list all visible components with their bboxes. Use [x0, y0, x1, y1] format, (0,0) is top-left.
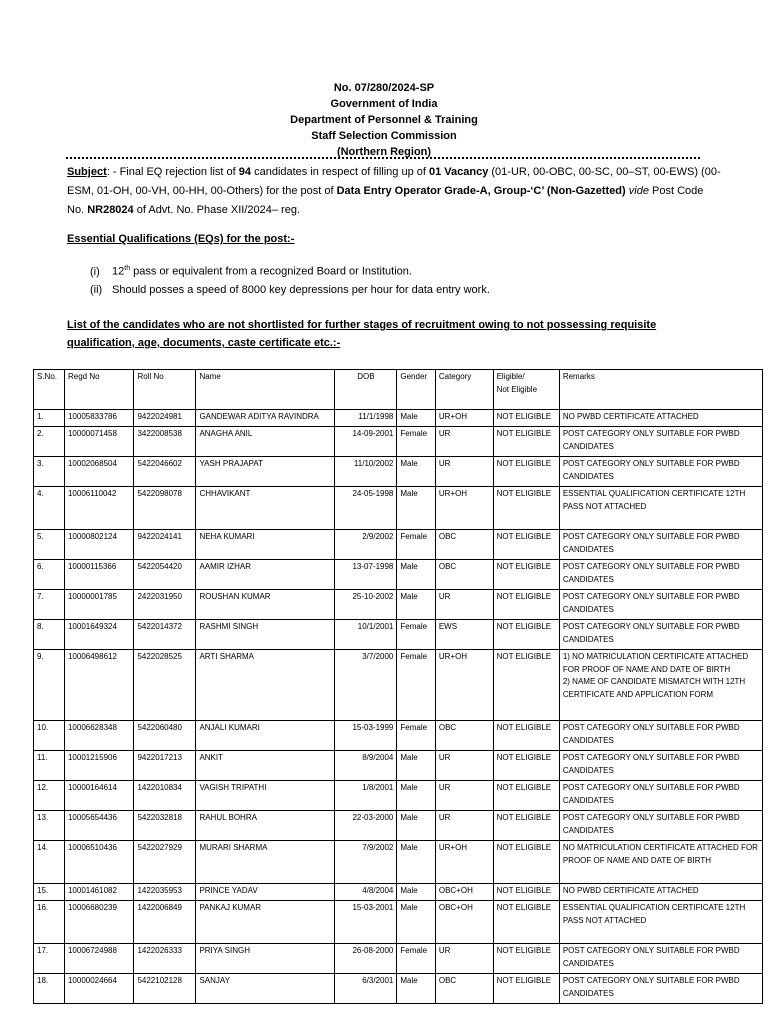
col-header-name: Name — [196, 370, 335, 410]
cell-remarks: ESSENTIAL QUALIFICATION CERTIFICATE 12TH PASS NOT ATTACHED — [559, 487, 762, 530]
cell-regd-no: 10005654436 — [64, 811, 133, 841]
cell-roll-no: 3422008538 — [134, 427, 196, 457]
subject-label: Subject — [67, 166, 107, 178]
cell-sno: 1. — [34, 410, 65, 427]
subject-text-3: (01-UR, 00-OBC, 00-SC, 00–ST, 00-EWS) (00-ESM, 01-OH, 00-VH, 00-HH, 00-Others) for the post of — [67, 166, 721, 197]
cell-category: UR+OH — [435, 650, 493, 721]
cell-remarks: POST CATEGORY ONLY SUITABLE FOR PWBD CANDIDATES — [559, 781, 762, 811]
table-row — [34, 841, 763, 884]
cell-remarks: POST CATEGORY ONLY SUITABLE FOR PWBD CANDIDATES — [559, 620, 762, 650]
table-body — [34, 410, 763, 1004]
cell-name: RASHMI SINGH — [196, 620, 335, 650]
cell-sno: 15. — [34, 884, 65, 901]
cell-eligibility: NOT ELIGIBLE — [493, 650, 559, 721]
cell-dob: 24-05-1998 — [335, 487, 397, 530]
cell-eligibility: NOT ELIGIBLE — [493, 884, 559, 901]
cell-eligibility: NOT ELIGIBLE — [493, 811, 559, 841]
cell-dob: 15-03-2001 — [335, 901, 397, 944]
cell-remarks: POST CATEGORY ONLY SUITABLE FOR PWBD CANDIDATES — [559, 590, 762, 620]
cell-name: YASH PRAJAPAT — [196, 457, 335, 487]
cell-dob: 11/1/1998 — [335, 410, 397, 427]
cell-roll-no: 1422010834 — [134, 781, 196, 811]
cell-eligibility: NOT ELIGIBLE — [493, 427, 559, 457]
cell-category: UR+OH — [435, 841, 493, 884]
subject-text-4: Post Code No. — [67, 185, 704, 216]
cell-eligibility: NOT ELIGIBLE — [493, 751, 559, 781]
cell-sno: 6. — [34, 560, 65, 590]
cell-gender: Male — [397, 901, 435, 944]
cell-gender: Male — [397, 781, 435, 811]
eq-item-text: 12 — [112, 265, 125, 278]
cell-gender: Male — [397, 487, 435, 530]
eq-heading: Essential Qualifications (EQs) for the post:- — [67, 233, 295, 245]
cell-eligibility: NOT ELIGIBLE — [493, 620, 559, 650]
cell-roll-no: 5422060480 — [134, 721, 196, 751]
cell-regd-no: 10006510436 — [64, 841, 133, 884]
cell-roll-no: 1422006849 — [134, 901, 196, 944]
cell-gender: Female — [397, 530, 435, 560]
cell-roll-no: 5422014372 — [134, 620, 196, 650]
cell-regd-no: 10006110042 — [64, 487, 133, 530]
col-header-category: Category — [435, 370, 493, 410]
table-row — [34, 944, 763, 974]
cell-gender: Male — [397, 590, 435, 620]
cell-roll-no: 5422028525 — [134, 650, 196, 721]
cell-sno: 2. — [34, 427, 65, 457]
cell-dob: 26-08-2000 — [335, 944, 397, 974]
cell-sno: 12. — [34, 781, 65, 811]
department-name: Department of Personnel & Training — [290, 114, 478, 126]
cell-category: OBC — [435, 721, 493, 751]
cell-remarks: POST CATEGORY ONLY SUITABLE FOR PWBD CANDIDATES — [559, 944, 762, 974]
cell-roll-no: 1422035953 — [134, 884, 196, 901]
eq-item-text: Should posses a speed of 8000 key depressions per hour for data entry work. — [112, 283, 490, 296]
subject-text-1: : - Final EQ rejection list of — [106, 166, 239, 178]
cell-category: UR — [435, 944, 493, 974]
cell-eligibility: NOT ELIGIBLE — [493, 457, 559, 487]
cell-dob: 22-03-2000 — [335, 811, 397, 841]
cell-dob: 6/3/2001 — [335, 974, 397, 1004]
cell-sno: 4. — [34, 487, 65, 530]
region-name: (Northern Region) — [336, 146, 432, 158]
cell-regd-no: 10001649324 — [64, 620, 133, 650]
cell-gender: Female — [397, 427, 435, 457]
cell-remarks: POST CATEGORY ONLY SUITABLE FOR PWBD CANDIDATES — [559, 530, 762, 560]
table-row — [34, 590, 763, 620]
cell-sno: 18. — [34, 974, 65, 1004]
cell-gender: Male — [397, 811, 435, 841]
cell-roll-no: 5422102128 — [134, 974, 196, 1004]
cell-gender: Female — [397, 650, 435, 721]
cell-remarks: POST CATEGORY ONLY SUITABLE FOR PWBD CANDIDATES — [559, 560, 762, 590]
cell-gender: Male — [397, 410, 435, 427]
dotted-divider — [66, 157, 700, 159]
cell-dob: 1/8/2001 — [335, 781, 397, 811]
subject-text-5: of Advt. No. Phase XII/2024– reg. — [133, 204, 300, 216]
cell-name: PRIYA SINGH — [196, 944, 335, 974]
cell-roll-no: 1422026333 — [134, 944, 196, 974]
cell-sno: 10. — [34, 721, 65, 751]
cell-eligibility: NOT ELIGIBLE — [493, 721, 559, 751]
table-row — [34, 974, 763, 1004]
cell-name: ARTI SHARMA — [196, 650, 335, 721]
table-row — [34, 884, 763, 901]
cell-sno: 3. — [34, 457, 65, 487]
table-row — [34, 487, 763, 530]
cell-sno: 14. — [34, 841, 65, 884]
commission-name: Staff Selection Commission — [311, 130, 457, 142]
cell-dob: 15-03-1999 — [335, 721, 397, 751]
cell-dob: 8/9/2004 — [335, 751, 397, 781]
table-row — [34, 781, 763, 811]
cell-remarks: POST CATEGORY ONLY SUITABLE FOR PWBD CANDIDATES — [559, 721, 762, 751]
cell-remarks: 1) NO MATRICULATION CERTIFICATE ATTACHED FOR PROOF OF NAME AND DATE OF BIRTH 2) NAME OF CANDIDATE MISMATCH WITH 12TH CERTIFICATE AND APPLICATION FORM — [559, 650, 762, 721]
cell-category: OBC+OH — [435, 901, 493, 944]
cell-name: GANDEWAR ADITYA RAVINDRA — [196, 410, 335, 427]
cell-remarks: NO MATRICULATION CERTIFICATE ATTACHED FOR PROOF OF NAME AND DATE OF BIRTH — [559, 841, 762, 884]
cell-regd-no: 10000115366 — [64, 560, 133, 590]
cell-eligibility: NOT ELIGIBLE — [493, 530, 559, 560]
cell-name: PANKAJ KUMAR — [196, 901, 335, 944]
cell-remarks: NO PWBD CERTIFICATE ATTACHED — [559, 410, 762, 427]
cell-sno: 16. — [34, 901, 65, 944]
cell-category: UR — [435, 811, 493, 841]
cell-sno: 9. — [34, 650, 65, 721]
cell-dob: 25-10-2002 — [335, 590, 397, 620]
eq-item-number: (i) — [90, 265, 100, 278]
cell-eligibility: NOT ELIGIBLE — [493, 841, 559, 884]
cell-dob: 7/9/2002 — [335, 841, 397, 884]
cell-regd-no: 10000071458 — [64, 427, 133, 457]
table-row — [34, 751, 763, 781]
cell-remarks: POST CATEGORY ONLY SUITABLE FOR PWBD CANDIDATES — [559, 427, 762, 457]
cell-category: UR — [435, 427, 493, 457]
cell-category: UR — [435, 751, 493, 781]
cell-sno: 11. — [34, 751, 65, 781]
cell-gender: Male — [397, 841, 435, 884]
table-row — [34, 721, 763, 751]
cell-remarks: POST CATEGORY ONLY SUITABLE FOR PWBD CANDIDATES — [559, 811, 762, 841]
cell-name: RAHUL BOHRA — [196, 811, 335, 841]
cell-name: VAGISH TRIPATHI — [196, 781, 335, 811]
table-row — [34, 457, 763, 487]
cell-name: PRINCE YADAV — [196, 884, 335, 901]
cell-roll-no: 5422046602 — [134, 457, 196, 487]
table-row — [34, 427, 763, 457]
vacancy-count: 01 Vacancy — [428, 166, 489, 178]
eq-item-superscript: th — [124, 265, 131, 272]
table-row — [34, 410, 763, 427]
cell-dob: 13-07-1998 — [335, 560, 397, 590]
cell-regd-no: 10000164614 — [64, 781, 133, 811]
cell-remarks: POST CATEGORY ONLY SUITABLE FOR PWBD CANDIDATES — [559, 457, 762, 487]
cell-gender: Male — [397, 560, 435, 590]
cell-name: NEHA KUMARI — [196, 530, 335, 560]
cell-name: AAMIR IZHAR — [196, 560, 335, 590]
cell-category: OBC — [435, 530, 493, 560]
document-header — [0, 80, 768, 160]
cell-dob: 3/7/2000 — [335, 650, 397, 721]
cell-eligibility: NOT ELIGIBLE — [493, 410, 559, 427]
candidate-count: 94 — [238, 166, 252, 178]
cell-name: CHHAVIKANT — [196, 487, 335, 530]
cell-dob: 4/8/2004 — [335, 884, 397, 901]
cell-regd-no: 10000802124 — [64, 530, 133, 560]
subject-text-2: candidates in respect of filling up of — [251, 166, 429, 178]
col-header-regd: Regd No — [64, 370, 133, 410]
cell-regd-no: 10006680239 — [64, 901, 133, 944]
cell-regd-no: 10001461082 — [64, 884, 133, 901]
cell-name: MURARI SHARMA — [196, 841, 335, 884]
cell-regd-no: 10000024664 — [64, 974, 133, 1004]
col-header-gender: Gender — [397, 370, 435, 410]
cell-category: UR — [435, 457, 493, 487]
cell-roll-no: 2422031950 — [134, 590, 196, 620]
cell-regd-no: 10000001785 — [64, 590, 133, 620]
reference-number: No. 07/280/2024-SP — [333, 82, 435, 94]
table-row — [34, 560, 763, 590]
cell-category: OBC+OH — [435, 884, 493, 901]
vide-word: vide — [628, 185, 649, 197]
cell-gender: Male — [397, 457, 435, 487]
table-row — [34, 620, 763, 650]
cell-sno: 17. — [34, 944, 65, 974]
cell-category: UR — [435, 590, 493, 620]
cell-dob: 11/10/2002 — [335, 457, 397, 487]
cell-category: UR+OH — [435, 487, 493, 530]
cell-eligibility: NOT ELIGIBLE — [493, 901, 559, 944]
cell-roll-no: 5422027929 — [134, 841, 196, 884]
cell-category: EWS — [435, 620, 493, 650]
cell-name: ANKIT — [196, 751, 335, 781]
cell-gender: Male — [397, 974, 435, 1004]
cell-roll-no: 5422032818 — [134, 811, 196, 841]
eq-item — [90, 281, 490, 299]
table-row — [34, 901, 763, 944]
cell-name: SANJAY — [196, 974, 335, 1004]
cell-roll-no: 9422024141 — [134, 530, 196, 560]
cell-remarks: NO PWBD CERTIFICATE ATTACHED — [559, 884, 762, 901]
cell-category: UR — [435, 781, 493, 811]
table-header-row — [34, 370, 763, 410]
cell-regd-no: 10001215906 — [64, 751, 133, 781]
cell-name: ANAGHA ANIL — [196, 427, 335, 457]
col-header-eligible: Eligible/ Not Eligible — [493, 370, 559, 410]
government-name: Government of India — [330, 98, 438, 110]
cell-eligibility: NOT ELIGIBLE — [493, 974, 559, 1004]
cell-eligibility: NOT ELIGIBLE — [493, 590, 559, 620]
cell-eligibility: NOT ELIGIBLE — [493, 487, 559, 530]
cell-gender: Male — [397, 751, 435, 781]
cell-gender: Female — [397, 620, 435, 650]
cell-category: OBC — [435, 560, 493, 590]
cell-dob: 14-09-2001 — [335, 427, 397, 457]
table-row — [34, 811, 763, 841]
col-header-remarks: Remarks — [559, 370, 762, 410]
eq-item-number: (ii) — [90, 283, 103, 296]
cell-dob: 10/1/2001 — [335, 620, 397, 650]
cell-regd-no: 10006628348 — [64, 721, 133, 751]
col-header-roll: Roll No — [134, 370, 196, 410]
list-heading: List of the candidates who are not shortlisted for further stages of recruitment owing to not possessing requisite qualification, age, documents, caste certificate etc.:- — [67, 319, 657, 349]
cell-regd-no: 10006498612 — [64, 650, 133, 721]
cell-category: UR+OH — [435, 410, 493, 427]
cell-remarks: POST CATEGORY ONLY SUITABLE FOR PWBD CANDIDATES — [559, 751, 762, 781]
cell-dob: 2/9/2002 — [335, 530, 397, 560]
cell-roll-no: 9422024981 — [134, 410, 196, 427]
cell-regd-no: 10006724988 — [64, 944, 133, 974]
cell-eligibility: NOT ELIGIBLE — [493, 781, 559, 811]
candidates-table — [33, 369, 763, 1004]
cell-roll-no: 5422098078 — [134, 487, 196, 530]
col-header-dob: DOB — [335, 370, 397, 410]
eq-list — [90, 260, 490, 299]
col-header-sno: S.No. — [34, 370, 65, 410]
post-code: NR28024 — [87, 204, 134, 216]
cell-remarks: ESSENTIAL QUALIFICATION CERTIFICATE 12TH PASS NOT ATTACHED — [559, 901, 762, 944]
eq-item — [90, 260, 490, 281]
cell-name: ROUSHAN KUMAR — [196, 590, 335, 620]
table-row — [34, 650, 763, 721]
post-name: Data Entry Operator Grade-A, Group-‘C’ (Non-Gazetted) — [336, 185, 626, 197]
cell-sno: 5. — [34, 530, 65, 560]
cell-roll-no: 9422017213 — [134, 751, 196, 781]
table-row — [34, 530, 763, 560]
cell-eligibility: NOT ELIGIBLE — [493, 944, 559, 974]
cell-sno: 7. — [34, 590, 65, 620]
cell-sno: 13. — [34, 811, 65, 841]
cell-gender: Male — [397, 884, 435, 901]
cell-name: ANJALI KUMARI — [196, 721, 335, 751]
cell-sno: 8. — [34, 620, 65, 650]
cell-gender: Female — [397, 721, 435, 751]
cell-gender: Female — [397, 944, 435, 974]
cell-regd-no: 10005833786 — [64, 410, 133, 427]
eq-item-text-cont: pass or equivalent from a recognized Board or Institution. — [130, 265, 412, 278]
cell-eligibility: NOT ELIGIBLE — [493, 560, 559, 590]
cell-regd-no: 10002068504 — [64, 457, 133, 487]
cell-roll-no: 5422054420 — [134, 560, 196, 590]
subject-paragraph — [67, 163, 722, 220]
cell-remarks: POST CATEGORY ONLY SUITABLE FOR PWBD CANDIDATES — [559, 974, 762, 1004]
cell-category: OBC — [435, 974, 493, 1004]
